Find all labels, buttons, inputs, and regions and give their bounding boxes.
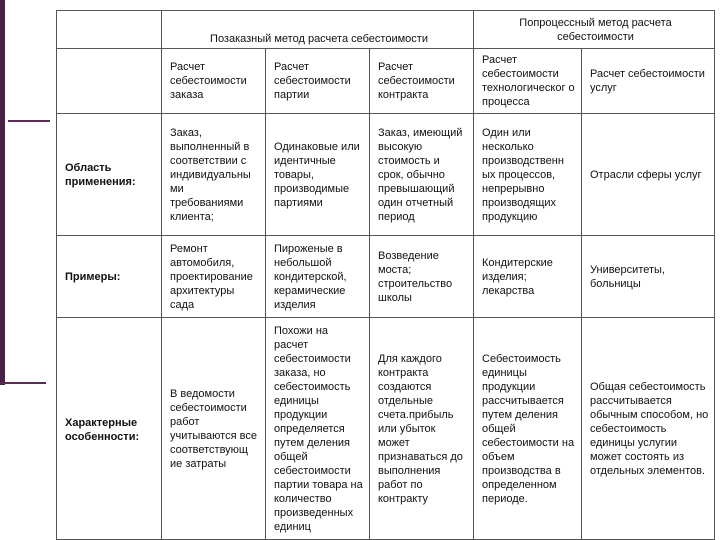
table-cell: Один или несколько производственн ых процессов, непрерывно производящих продукцию [474, 114, 582, 236]
column-header-order: Расчет себестоимости заказа [162, 49, 266, 114]
table-cell: Похожи на расчет себестоимости заказа, но себестоимость единицы продукции определяется путем деления общей себестоимости партии товара на количество произведенных единиц [266, 318, 370, 540]
table-cell: Кондитерские изделия; лекарства [474, 236, 582, 318]
table-row-examples [57, 236, 715, 318]
corner-cell-2 [57, 49, 162, 114]
row-label-features: Характерные особенности: [57, 318, 162, 540]
row-label-scope: Область применения: [57, 114, 162, 236]
table-cell: Ремонт автомобиля, проектирование архитектуры сада [162, 236, 266, 318]
decorative-line-top [8, 120, 50, 122]
table-cell: В ведомости себестоимости работ учитываются все соответствующ ие затраты [162, 318, 266, 540]
table-cell: Возведение моста; строительство школы [370, 236, 474, 318]
table-cell: Заказ, выполненный в соответствии с индивидуальны ми требованиями клиента; [162, 114, 266, 236]
table-cell: Отрасли сферы услуг [582, 114, 715, 236]
table-cell: Общая себестоимость рассчитывается обычным способом, но себестоимость единицы услугии может состоять из отдельных элементов. [582, 318, 715, 540]
process-costing-header: Попроцессный метод расчета себестоимости [474, 11, 715, 49]
corner-cell [57, 11, 162, 49]
header-group-row [57, 11, 715, 49]
table-row-features [57, 318, 715, 540]
table-cell: Заказ, имеющий высокую стоимость и срок, обычно превышающий один отчетный период [370, 114, 474, 236]
table-cell: Себестоимость единицы продукции рассчитывается путем деления общей себестоимости на объем производства в определенном периоде. [474, 318, 582, 540]
decorative-vertical-bar [0, 0, 5, 385]
table-row-scope [57, 114, 715, 236]
column-header-contract: Расчет себестоимости контракта [370, 49, 474, 114]
costing-methods-table [56, 10, 715, 540]
order-costing-header: Позаказный метод расчета себестоимости [162, 11, 474, 49]
table-cell: Одинаковые или идентичные товары, производимые партиями [266, 114, 370, 236]
decorative-line-bottom [0, 382, 46, 384]
column-header-row [57, 49, 715, 114]
table-cell: Для каждого контракта создаются отдельные счета.прибыль или убыток может признаваться до выполнения работ по контракту [370, 318, 474, 540]
table-cell: Пироженые в небольшой кондитерской, керамические изделия [266, 236, 370, 318]
column-header-batch: Расчет себестоимости партии [266, 49, 370, 114]
column-header-services: Расчет себестоимости услуг [582, 49, 715, 114]
column-header-process: Расчет себестоимости технологическог о процесса [474, 49, 582, 114]
table-cell: Университеты, больницы [582, 236, 715, 318]
row-label-examples: Примеры: [57, 236, 162, 318]
